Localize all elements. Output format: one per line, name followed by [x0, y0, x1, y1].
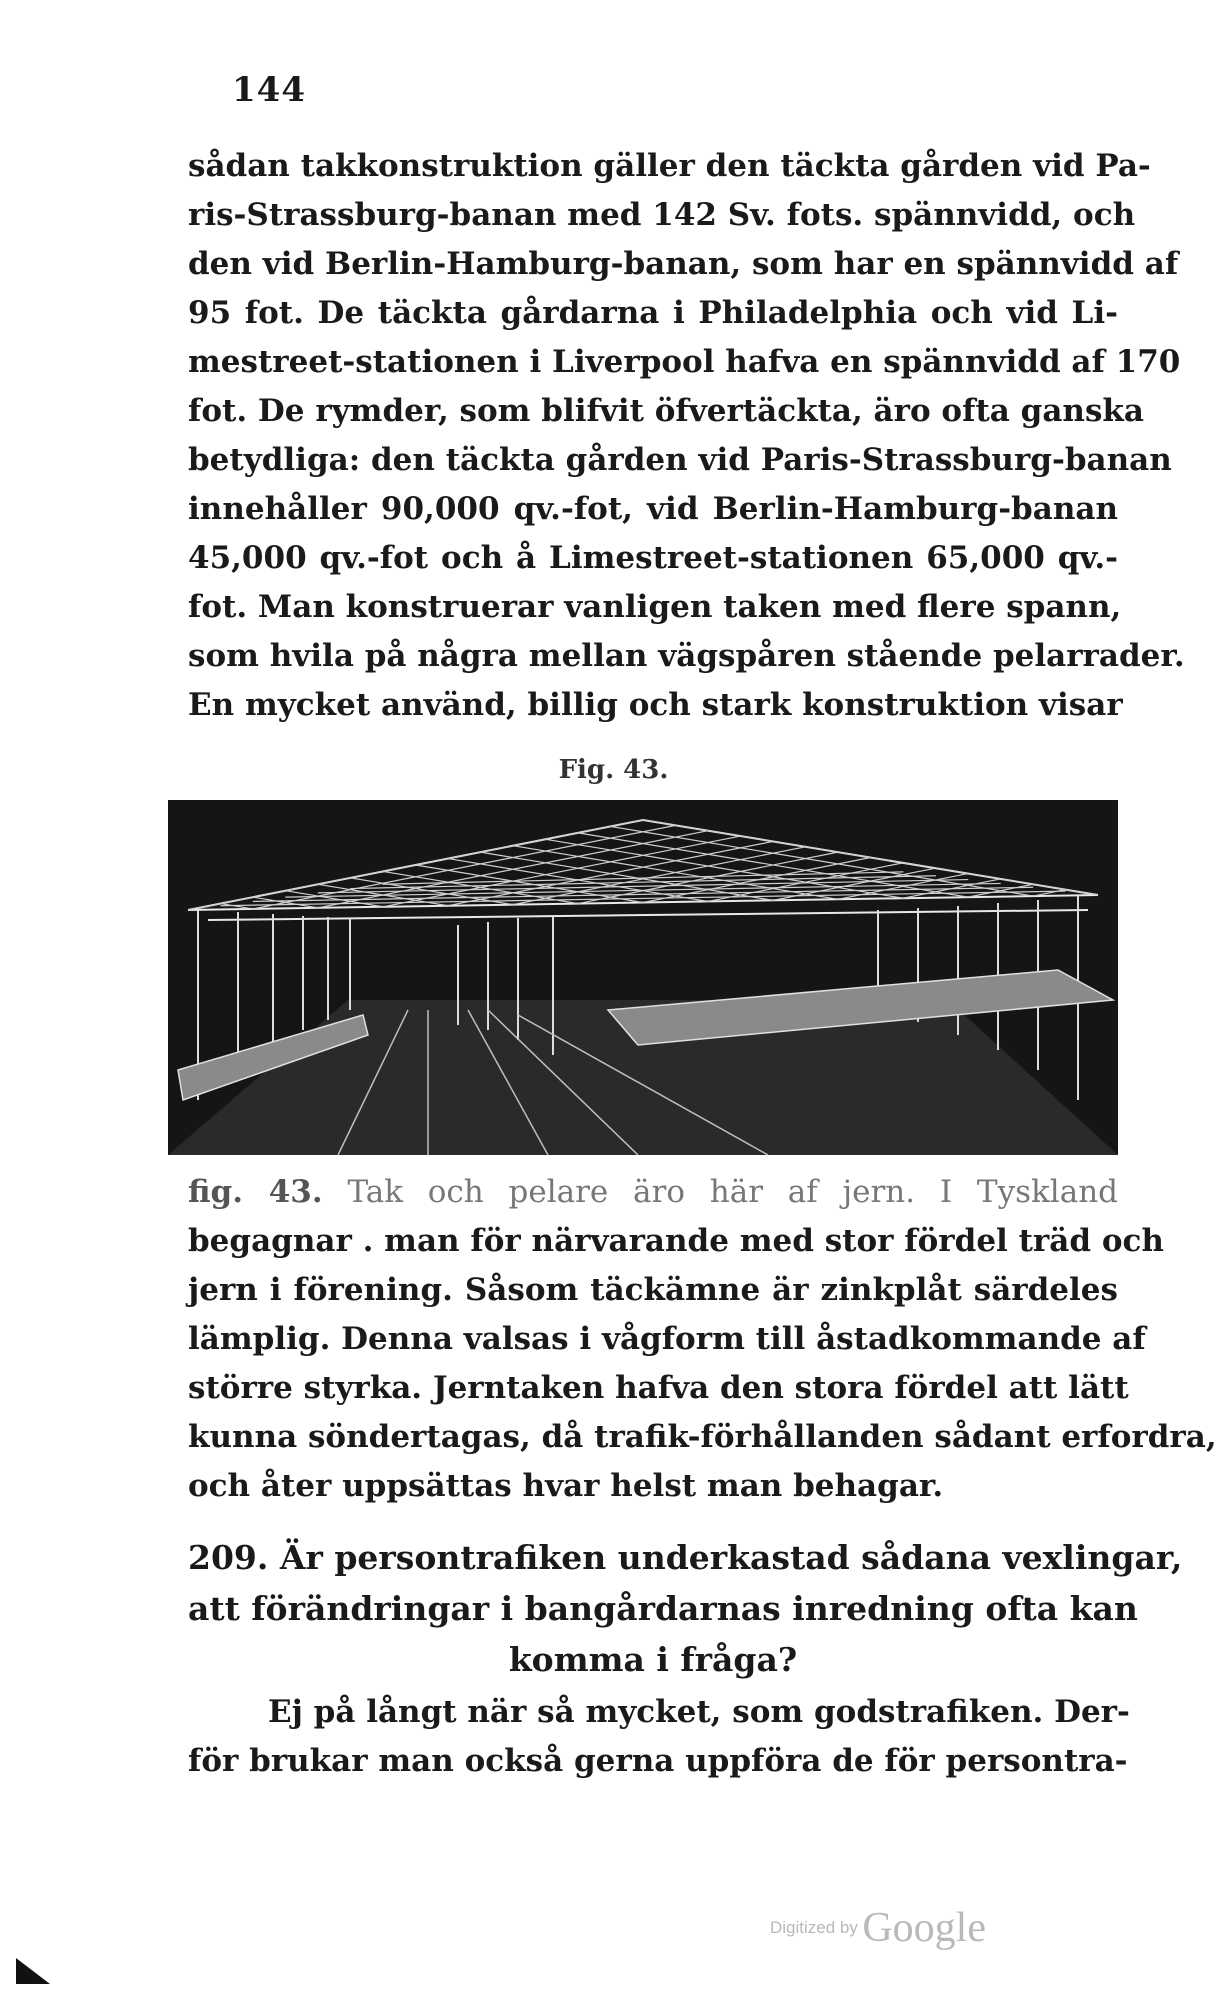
- text-line: fot. Man konstruerar vanligen taken med flere spann,: [188, 589, 1122, 625]
- corner-triangle-icon: [16, 1958, 50, 1984]
- digitized-watermark: [770, 1904, 986, 1952]
- text-line: fot. De rymder, som blifvit öfvertäckta, äro ofta ganska: [188, 393, 1144, 429]
- text-line: begagnar . man för närvarande med stor fördel träd och: [188, 1223, 1164, 1259]
- text-line: 45,000 qv.-fot och å Limestreet-stationen 65,000 qv.-: [188, 540, 1118, 576]
- watermark-logo: Google: [862, 1905, 986, 1951]
- roof-structure-illustration: [168, 800, 1118, 1155]
- paragraph-1: [188, 142, 1185, 730]
- text-line: kunna söndertagas, då trafik-förhållanden sådant erfordra,: [188, 1419, 1217, 1455]
- paragraph-2: [188, 1168, 1217, 1511]
- text-line: jern i förening. Såsom täckämne är zinkplåt särdeles: [188, 1272, 1118, 1308]
- text-line: mestreet-stationen i Liverpool hafva en spännvidd af 170: [188, 344, 1181, 380]
- heading-line: komma i fråga?: [508, 1640, 798, 1679]
- watermark-small: Digitized by: [770, 1918, 858, 1937]
- figure-caption: [188, 1168, 1118, 1217]
- section-heading: [188, 1532, 1183, 1685]
- text-line: innehåller 90,000 qv.-fot, vid Berlin-Hamburg-banan: [188, 491, 1118, 527]
- text-line: En mycket använd, billig och stark konstruktion visar: [188, 687, 1123, 723]
- text-line: sådan takkonstruktion gäller den täckta gården vid Pa-: [188, 148, 1151, 184]
- page-number: 144: [232, 70, 306, 110]
- heading-line: 209. Är persontrafiken underkastad sådana vexlingar,: [188, 1538, 1183, 1577]
- text-line: Ej på långt när så mycket, som godstrafiken. Der-: [268, 1694, 1130, 1730]
- paragraph-3: [188, 1688, 1130, 1786]
- text-line: och åter uppsättas hvar helst man behagar.: [188, 1468, 944, 1504]
- text-line: betydliga: den täckta gården vid Paris-Strassburg-banan: [188, 442, 1172, 478]
- text-line: större styrka. Jerntaken hafva den stora fördel att lätt: [188, 1370, 1129, 1406]
- caption-prefix: fig. 43.: [188, 1174, 323, 1210]
- text-line: ris-Strassburg-banan med 142 Sv. fots. spännvidd, och: [188, 197, 1136, 233]
- text-line: för brukar man också gerna uppföra de för persontra-: [188, 1743, 1128, 1779]
- text-line: som hvila på några mellan vägspåren stående pelarrader.: [188, 638, 1185, 674]
- heading-line: att förändringar i bangårdarnas inredning ofta kan: [188, 1589, 1138, 1628]
- text-line: den vid Berlin-Hamburg-banan, som har en spännvidd af: [188, 246, 1179, 282]
- caption-text: Tak och pelare äro här af jern. I Tyskland: [347, 1174, 1119, 1210]
- text-line: lämplig. Denna valsas i vågform till åstadkommande af: [188, 1321, 1146, 1357]
- text-line: 95 fot. De täckta gårdarna i Philadelphia och vid Li-: [188, 295, 1118, 331]
- figure-label: Fig. 43.: [558, 755, 669, 785]
